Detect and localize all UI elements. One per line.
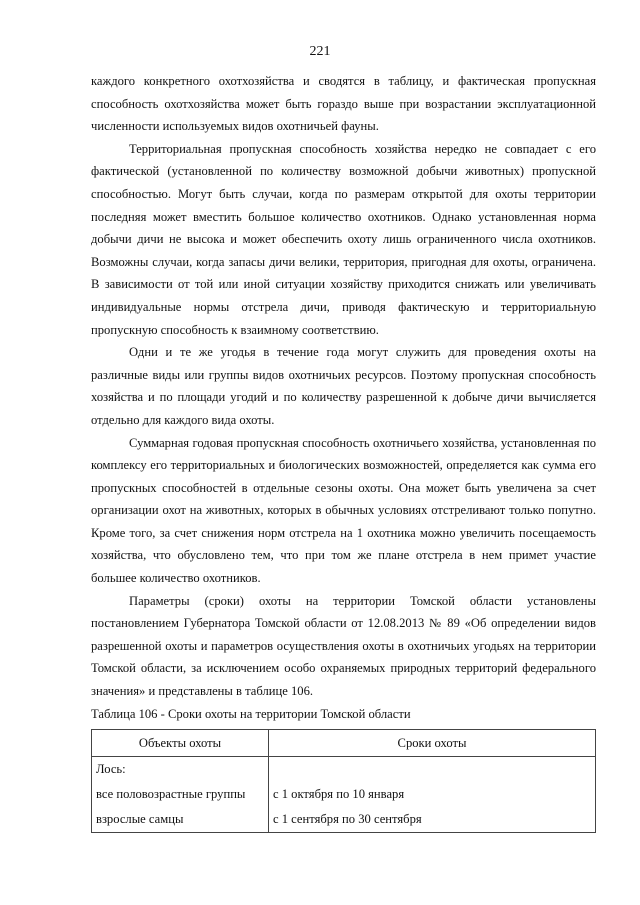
hunting-periods-table [91,729,596,833]
paragraph-3: Одни и те же угодья в течение года могут служить для проведения охоты на различные виды или группы видов охотничьих ресурсов. Поэтому пропускная способность хозяйства и по площади угодий и по количеству разрешенной к добыче дичи вычисляется отдельно для каждого вида охоты. [91,345,596,427]
object-line: Лось: [96,761,126,776]
paragraph-5: Параметры (сроки) охоты на территории Томской области установлены постановлением Губернатора Томской области от 12.08.2013 № 89 «Об определении видов разрешенной охоты и параметров осуществления охоты в охотничьих угодьях на территории Томской области, за исключением особо охраняемых природных территорий федерального значения» и представлены в таблице 106. [91,593,596,699]
periods-cell [269,756,596,832]
column-header-periods: Сроки охоты [269,729,596,756]
period-line: с 1 октября по 10 января [273,786,405,801]
object-line: взрослые самцы [96,811,184,826]
table-header-row [92,729,596,756]
paragraph-2: Территориальная пропускная способность хозяйства нередко не совпадает с его фактической (установленной по количеству возможной добычи животных) пропускной способностью. Могут быть случаи, когда по размерам открытой для охоты территории последняя может вместить большое количество охотников. Однако установленная норма добычи дичи не высока и может обеспечить охоту лишь ограниченного числа охотников. Возможны случаи, когда запасы дичи велики, территория, пригодная для охоты, ограничена. В зависимости от той или иной ситуации хозяйству приходится снижать или увеличивать индивидуальные нормы отстрела дичи, приводя фактическую и территориальную пропускную способность к взаимному соответствию. [91,141,596,337]
column-header-objects: Объекты охоты [92,729,269,756]
table-caption: Таблица 106 - Сроки охоты на территории Томской области [91,706,411,721]
paragraph-1: каждого конкретного охотхозяйства и сводятся в таблицу, и фактическая пропускная способность охотхозяйства может быть гораздо выше при возрастании эксплуатационной численности используемых видов охотничьей фауны. [91,74,596,134]
page-number: 221 [309,44,331,59]
period-line: с 1 сентября по 30 сентября [273,811,422,826]
period-line [273,757,591,782]
object-line: все половозрастные группы [96,786,246,801]
paragraph-4: Суммарная годовая пропускная способность охотничьего хозяйства, установленная по комплексу его территориальных и биологических возможностей, определяется как сумма его пропускных способностей в отдельные сезоны охоты. Она может быть увеличена за счет организации охот на животных, которых в обычных условиях отстреливают только попутно. Кроме того, за счет снижения норм отстрела на 1 охотника можно увеличить посещаемость хозяйства, что обусловлено тем, что при том же плане отстрела в нем примет участие большее количество охотников. [91,435,596,586]
document-body [91,70,596,833]
table-row [92,756,596,832]
objects-cell [92,756,269,832]
